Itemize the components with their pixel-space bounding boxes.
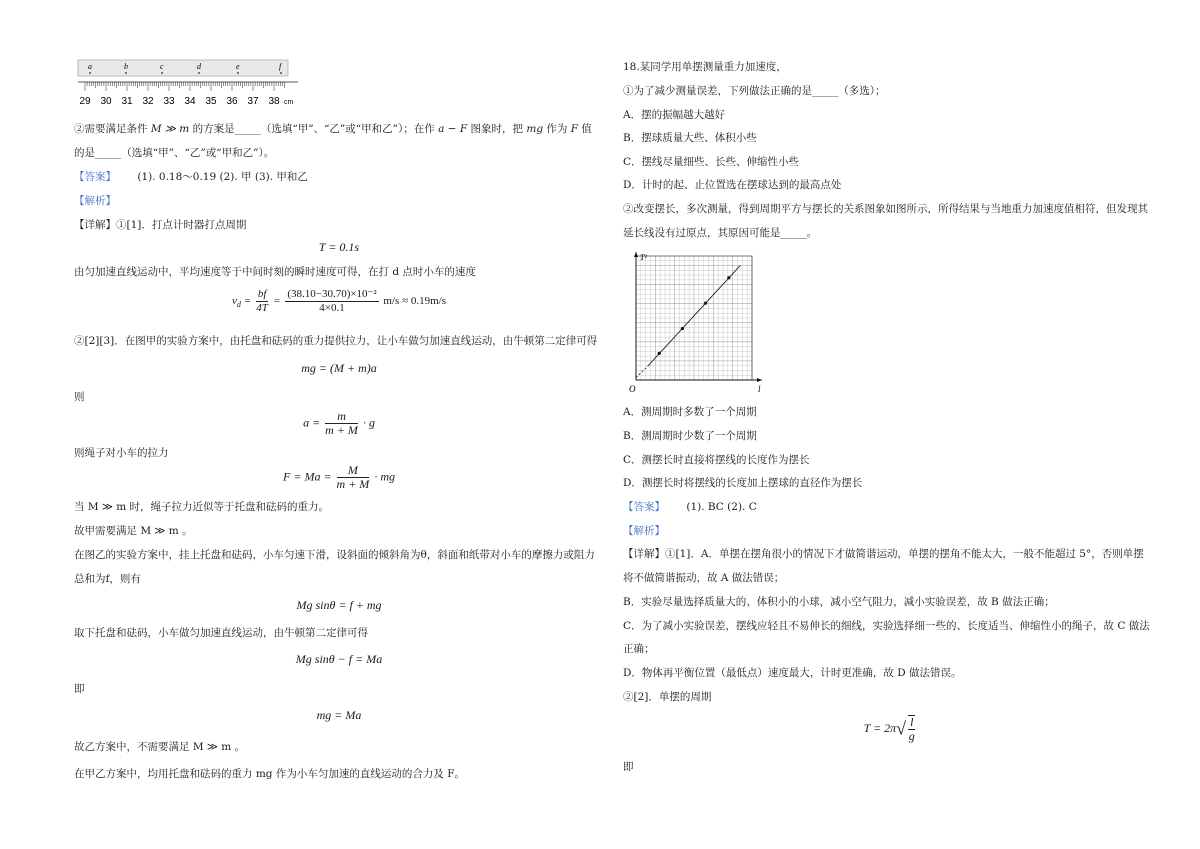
- detail-1a: 【详解】①[1]．A．单摆在摆角很小的情况下才做简谐运动，单摆的摆角不能太大，一般不能超过 5°，否则单摆: [623, 548, 1144, 560]
- fraction-numerator: bf: [257, 288, 267, 300]
- t2-vs-l-graph: [628, 250, 768, 395]
- answer-tag: 【答案】: [74, 171, 116, 183]
- equation-lhs: a =: [303, 415, 321, 430]
- tape-point: [280, 72, 282, 74]
- ruler-number: 32: [142, 96, 154, 107]
- answer-text: (1). 0.18～0.19 (2). 甲 (3). 甲和乙: [137, 171, 308, 183]
- tape-point-label: c: [160, 62, 164, 71]
- text-remove: 取下托盘和砝码，小车做匀加速直线运动，由牛顿第二定律可得: [74, 627, 368, 639]
- analysis-tag: 【解析】: [623, 525, 665, 537]
- equation-tail: · g: [362, 415, 375, 430]
- question-18-part-2a: ②改变摆长，多次测量，得到周期平方与摆长的关系图象如图所示，所得结果与当地重力加速度值相符，但发现其: [623, 203, 1148, 215]
- detail-5: ②[2]．单摆的周期: [623, 691, 712, 703]
- text-yi-1: 在图乙的实验方案中，挂上托盘和砝码，小车匀速下滑，设斜面的倾斜角为θ，斜面和纸带对小车的摩擦力或阻力: [74, 549, 595, 561]
- text-segment: 的方案是_____（选填“甲”、“乙”或“甲和乙”）；在作: [192, 123, 435, 135]
- origin-label: O: [629, 384, 636, 394]
- equation-acceleration: [74, 410, 604, 437]
- ruler-number: 29: [79, 96, 91, 107]
- equation-sin-1: Mg sinθ = f + mg: [296, 598, 382, 612]
- ruler-unit: cm: [284, 99, 294, 106]
- text-then: 则: [74, 391, 85, 403]
- ruler-number: 30: [100, 96, 112, 107]
- tape-point: [237, 72, 239, 74]
- answer-text: (1). BC (2). C: [686, 501, 757, 513]
- fraction: [285, 288, 378, 315]
- text-tension: 则绳子对小车的拉力: [74, 447, 169, 459]
- fraction-numerator: m: [325, 410, 358, 424]
- fraction: [256, 288, 269, 315]
- detail-line-1: 【详解】①[1]．打点计时器打点周期: [74, 219, 247, 231]
- question-line-1: [74, 122, 592, 136]
- option2-c: C．测摆长时直接将摆线的长度作为摆长: [623, 454, 810, 466]
- fraction-denominator: m + M: [336, 477, 370, 491]
- equation-force: [74, 464, 604, 491]
- option2-a: A．测周期时多数了一个周期: [623, 406, 757, 418]
- tape-point-label: e: [236, 62, 240, 71]
- option-a: A．摆的振幅越大越好: [623, 109, 726, 121]
- detail-2: B．实验尽量选择质量大的、体积小的小球，减小空气阻力，减小实验误差，故 B 做法正确；: [623, 596, 1055, 608]
- text-segment: 值: [581, 123, 592, 135]
- answer-line: [74, 170, 308, 184]
- ruler-tape-figure: [76, 58, 306, 110]
- f-math: F: [570, 123, 579, 135]
- question-18-part-2b: 延长线没有过原点，其原因可能是_____。: [623, 227, 818, 239]
- detail-3a: C．为了减小实验误差，摆线应轻且不易伸长的细线，实验选择细一些的、长度适当、伸缩性小的绳子，故 C 做法: [623, 620, 1150, 632]
- option-c: C．摆线尽量细些、长些、伸缩性小些: [623, 156, 800, 168]
- equation-tail: · mg: [374, 469, 395, 484]
- data-point: [658, 352, 661, 355]
- y-axis-arrow: [634, 252, 638, 257]
- tape-point: [198, 72, 200, 74]
- fraction-numerator: (38.10−30.70)×10⁻²: [287, 288, 377, 300]
- detail-line-2: ②[2][3]．在图甲的实验方案中，由托盘和砝码的重力提供拉力，让小车做匀加速直线运动，由牛顿第二定律可得: [74, 335, 598, 347]
- fraction-denominator: m + M: [325, 423, 358, 437]
- detail-3b: 正确；: [623, 643, 655, 655]
- condition-math: M ≫ m: [150, 123, 190, 135]
- tape-point: [89, 72, 91, 74]
- option2-d: D．测摆长时将摆线的长度加上摆球的直径作为摆长: [623, 477, 863, 489]
- y-axis-label: T²: [640, 253, 647, 262]
- data-point: [704, 302, 707, 305]
- fraction-numerator: M: [337, 464, 370, 478]
- text-velocity: 由匀加速直线运动中，平均速度等于中间时刻的瞬时速度可得，在打 d 点时小车的速度: [74, 266, 476, 278]
- detail-1b: 将不做简谐振动，故 A 做法错误；: [623, 572, 785, 584]
- data-point: [681, 327, 684, 330]
- text-segment: ②需要满足条件: [74, 123, 148, 135]
- equation-lhs: T = 2π: [863, 720, 897, 735]
- equation-tail: m/s ≈ 0.19m/s: [383, 295, 446, 308]
- ruler-number: 31: [121, 96, 133, 107]
- equation-velocity: $v_d$ = $\frac{bf}{4T}$ = $\frac{\text{(38.10−30.70)×10⁻²}}{4\times 0.1}$ m/s ≈ 0.19m/s: [232, 288, 446, 314]
- graph-math: a − F: [438, 123, 468, 135]
- equation-pendulum-period: [623, 715, 1158, 743]
- ruler-number: 34: [184, 96, 196, 107]
- fraction-denominator: 4T: [256, 302, 268, 314]
- analysis-tag: 【解析】: [74, 195, 116, 207]
- question-18-part-1: ①为了减少测量误差，下列做法正确的是_____（多选）；: [623, 85, 886, 97]
- fraction-denominator: 4×0.1: [319, 302, 345, 314]
- ruler-number: 36: [226, 96, 238, 107]
- fraction: [908, 715, 915, 743]
- text-when: 当 M ≫ m 时，绳子拉力近似等于托盘和砝码的重力。: [74, 501, 330, 513]
- option-b: B．摆球质量大些、体积小些: [623, 132, 757, 144]
- text-last: 在甲乙方案中，均用托盘和砝码的重力 mg 作为小车匀加速的直线运动的合力及 F。: [74, 768, 465, 780]
- tape-point-label: d: [197, 62, 201, 71]
- tape-point-label: f: [279, 62, 282, 71]
- text-then-right: 即: [623, 761, 634, 773]
- sqrt-sign: √: [896, 718, 907, 739]
- answer-tag: 【答案】: [623, 501, 665, 513]
- question-line-2: 的是_____（选填“甲”、“乙”或“甲和乙”）。: [74, 147, 275, 159]
- text-segment: 作为: [546, 123, 568, 135]
- option2-b: B．测周期时少数了一个周期: [623, 430, 757, 442]
- equation-sin-2: Mg sinθ − f = Ma: [295, 652, 383, 666]
- vd-symbol: v: [232, 295, 237, 308]
- equation-mg-ma: mg = Ma: [316, 708, 362, 722]
- paper-tape: [78, 60, 288, 76]
- x-axis-label: l: [758, 384, 761, 394]
- text-jia: 故甲需要满足 M ≫ m 。: [74, 525, 193, 537]
- fraction-denominator: g: [908, 729, 915, 743]
- option-d: D．计时的起、止位置选在摆球达到的最高点处: [623, 179, 842, 191]
- tape-point: [125, 72, 127, 74]
- equation-lhs: F = Ma =: [283, 469, 332, 484]
- text-yi-no: 故乙方案中，不需要满足 M ≫ m 。: [74, 741, 246, 753]
- equation-newton: mg = (M + m)a: [301, 361, 377, 375]
- ruler-number: 37: [247, 96, 259, 107]
- vd-subscript: d: [236, 300, 241, 310]
- tape-point: [161, 72, 163, 74]
- data-point: [727, 276, 730, 279]
- x-axis-arrow: [757, 378, 762, 382]
- tape-point-label: b: [124, 62, 128, 71]
- fraction: [325, 410, 358, 437]
- answer-line-right: [623, 500, 757, 514]
- ruler-number: 35: [205, 96, 217, 107]
- text-yi-2: 总和为f，则有: [74, 573, 141, 585]
- detail-4: D．物体再平衡位置（最低点）速度最大，计时更准确，故 D 做法错误。: [623, 667, 962, 679]
- tape-point-label: a: [88, 62, 92, 71]
- ruler-number: 38: [268, 96, 280, 107]
- text-segment: 图象时，把: [470, 123, 524, 135]
- fraction: [337, 464, 370, 491]
- mg-math: mg: [526, 123, 544, 135]
- question-18: 18.某同学用单摆测量重力加速度，: [623, 61, 787, 73]
- equation-period: T = 0.1s: [318, 240, 360, 254]
- text-then-2: 即: [74, 683, 85, 695]
- ruler-number: 33: [163, 96, 175, 107]
- fraction-numerator: l: [910, 715, 914, 729]
